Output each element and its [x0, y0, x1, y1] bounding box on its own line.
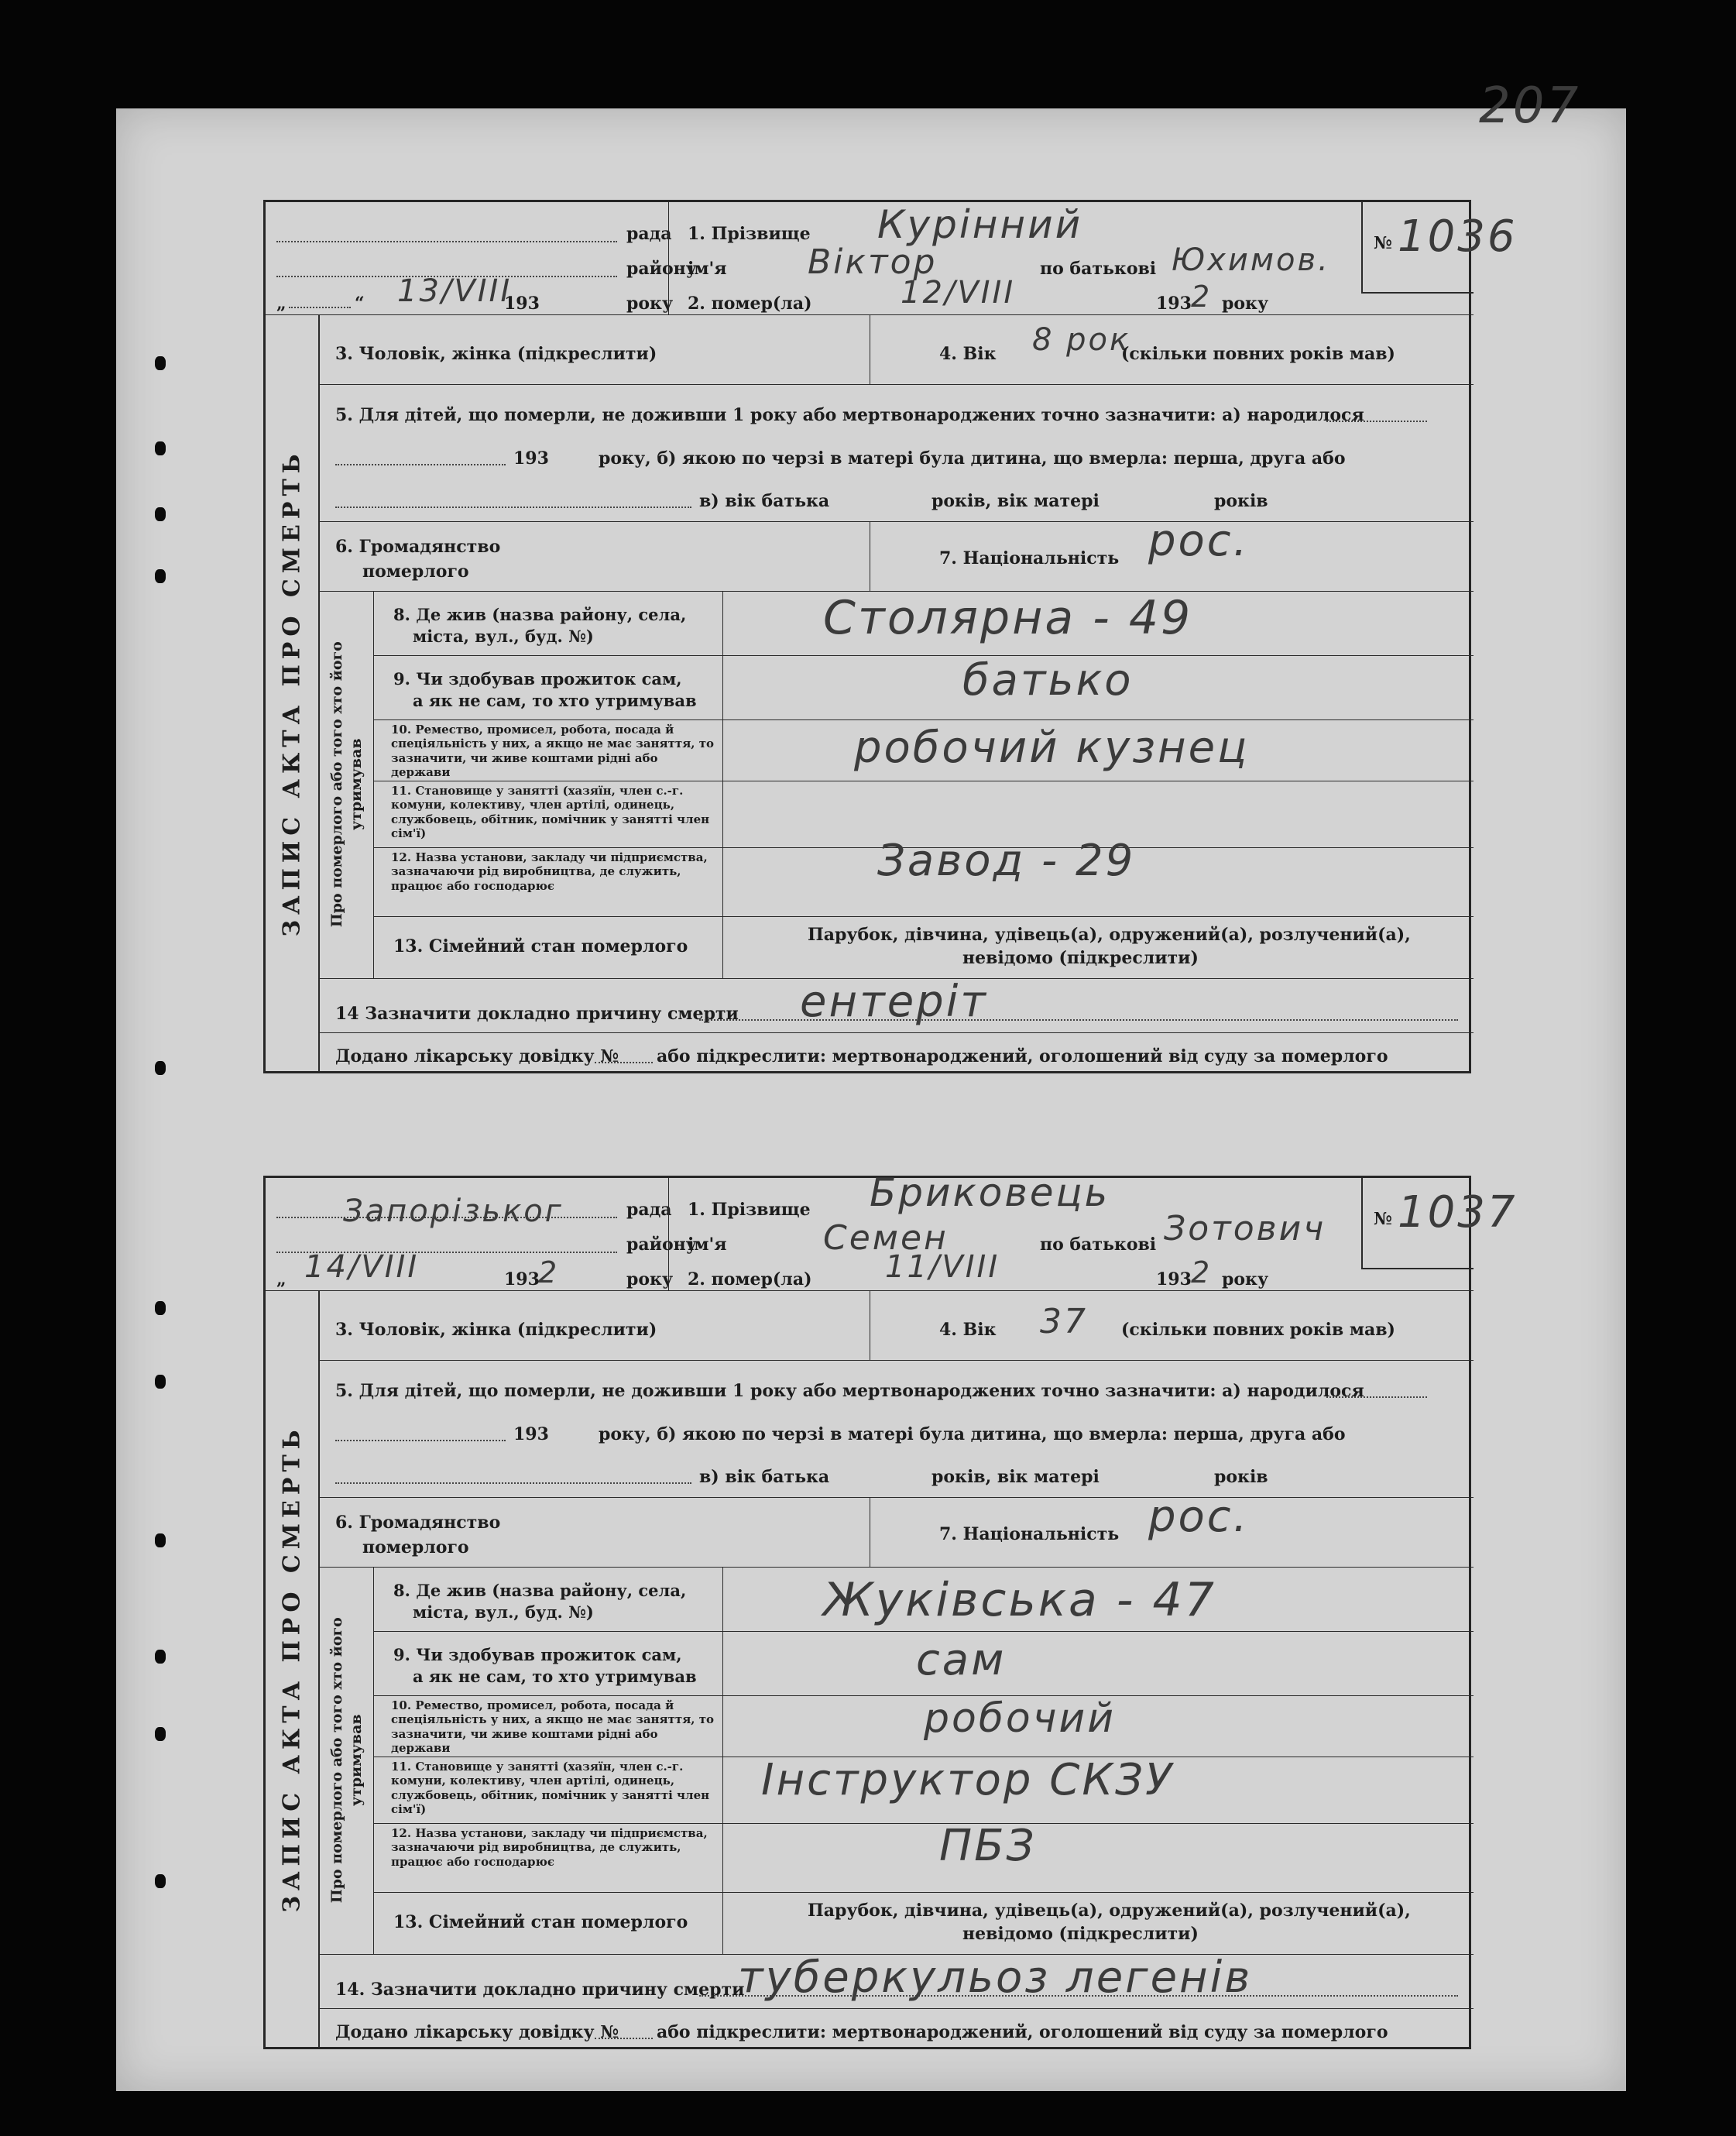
- raion-label: району: [626, 259, 697, 279]
- position-handwritten: Інструктор СКЗУ: [761, 1755, 1175, 1805]
- record-number-handwritten: 1037: [1398, 1187, 1518, 1238]
- nationality-handwritten: рос.: [1148, 516, 1250, 566]
- registration-date-handwritten: 14/VIII: [304, 1249, 420, 1285]
- field-9-label: 9. Чи здобував прожиток сам,: [393, 669, 682, 689]
- subsection-label: Про померлого або того хто його утримував: [320, 1567, 374, 1954]
- rada-handwritten: Запорізьког: [343, 1193, 564, 1229]
- record-number-box: № 1036: [1361, 202, 1474, 294]
- field-3-label: 3. Чоловік, жінка (підкреслити): [335, 344, 657, 364]
- field-14-label: 14 Зазначити докладно причину смерти: [335, 1004, 739, 1024]
- field-4-label: 4. Вік: [939, 344, 997, 364]
- patronymic-label: по батькові: [1040, 259, 1157, 279]
- rada-label: рада: [626, 224, 672, 244]
- sidebar-title: ЗАПИС АКТА ПРО СМЕРТЬ: [266, 314, 320, 1071]
- death-date-handwritten: 11/VIII: [885, 1249, 1000, 1285]
- cause-handwritten: ентеріт: [800, 977, 988, 1027]
- occupation-handwritten: робочий: [924, 1695, 1117, 1742]
- age-handwritten: 8 рок: [1032, 322, 1131, 358]
- field-5-line-2: року, б) якою по черзі в матері була дитина, що вмерла: перша, друга або: [599, 448, 1346, 469]
- residence-handwritten: Жуківська - 47: [823, 1573, 1216, 1627]
- name-handwritten: Віктор: [808, 242, 938, 282]
- roku-label: року: [1222, 294, 1269, 314]
- record-number-box: № 1037: [1361, 1178, 1474, 1269]
- field-11-label: 11. Становище у занятті (хазяїн, член с.-г. комуни, колективу, член артілі, одинець, службовець, обітник, помічник у занятті член сім'ї): [391, 784, 710, 840]
- occupation-handwritten: робочий кузнец: [854, 723, 1250, 773]
- field-8-label: 8. Де жив (назва району, села,: [393, 605, 687, 624]
- binding-hole: [155, 569, 166, 583]
- support-handwritten: сам: [916, 1635, 1007, 1685]
- registration-date-handwritten: 13/VIII: [397, 273, 513, 309]
- binding-hole: [155, 1061, 166, 1075]
- binding-hole: [155, 1874, 166, 1888]
- name-label: ім'я: [688, 259, 727, 279]
- nationality-handwritten: рос.: [1148, 1492, 1250, 1542]
- binding-hole: [155, 356, 166, 370]
- support-handwritten: батько: [962, 655, 1134, 706]
- field-6-label: 6. Громадянство: [335, 537, 501, 557]
- surname-handwritten: Курінний: [877, 202, 1083, 247]
- sidebar-title: ЗАПИС АКТА ПРО СМЕРТЬ: [266, 1290, 320, 2047]
- death-year-handwritten: 2: [1191, 280, 1213, 314]
- binding-hole: [155, 1533, 166, 1547]
- page-number: 207: [1479, 77, 1581, 135]
- death-record-form-2: Запорізьког рада району „ 14/VIII 193 2 року 1. Прізвище Бриковець ім'я Семен по батькові Зотович 2. помер(ла) 11/VIII 193 2 року № 1037 ЗАПИС АКТА ПРО СМЕРТЬ 3. Чоловік, жінка (підкреслити) 4. Вік 37 (скільки повних років мав) 5. Для дітей, що померли, не доживши 1 року або мертвонароджених точно зазначити: а) народилося 193 року, б) якою по черзі в матері була дитина, що вмерла: перша, друга або в) вік батька років, вік матері років 6. Громадянство померлого 7. Національність рос. Про померлого або того хто його утримував 8. Де жив (назва району, села, міста, вул., буд. №) Жуківська - 47 9. Чи здобував прожиток сам, а як не сам, то хто утримував сам 10. Ремество, промисел, робота, посада й спеціяльність у них, а якщо не має заняття, то зазначити, чи живе коштами рідні або держави робочий 11. Становище у занятті (хазяїн, член с.-г. комуни, колективу, член артілі, одинець, службовець, обітник, помічник у занятті член сім'ї) Інструктор СКЗУ 12. Назва установи, закладу чи підприємства, зазначаючи рід виробництва, де служить, працює або господарює ПБЗ 13. Сімейний стан померлого Парубок, дівчина, удівець(а), одружений(а), розлучений(а), невідомо (підкреслити) 14. Зазначити докладно причину смерти туберкульоз легенів Додано лікарську довідку № або підкреслити: мертвонароджений, оголошений від суду за померлого: [263, 1176, 1471, 2049]
- field-13-label: 13. Сімейний стан померлого: [393, 936, 688, 956]
- name-handwritten: Семен: [823, 1218, 949, 1258]
- binding-hole: [155, 507, 166, 521]
- field-5-line-1: 5. Для дітей, що померли, не доживши 1 року або мертвонароджених точно зазначити: а) народилося: [335, 405, 1364, 425]
- marital-options: Парубок, дівчина, удівець(а), одружений(а), розлучений(а),: [808, 925, 1411, 945]
- binding-hole: [155, 1301, 166, 1315]
- record-number-handwritten: 1036: [1398, 211, 1518, 262]
- patronymic-handwritten: Юхимов.: [1172, 242, 1330, 278]
- binding-hole: [155, 1375, 166, 1389]
- death-date-handwritten: 12/VIII: [901, 275, 1016, 311]
- field-12-label: 12. Назва установи, закладу чи підприємства, зазначаючи рід виробництва, де служить, працює або господарює: [391, 850, 708, 893]
- binding-hole: [155, 1650, 166, 1664]
- binding-hole: [155, 1727, 166, 1741]
- appendix-label: Додано лікарську довідку №: [335, 1046, 619, 1066]
- residence-handwritten: Столярна - 49: [823, 591, 1193, 645]
- death-year: 193: [1156, 294, 1192, 314]
- age-handwritten: 37: [1040, 1302, 1088, 1341]
- surname-label: 1. Прізвище: [688, 224, 811, 244]
- cause-handwritten: туберкульоз легенів: [738, 1952, 1253, 2003]
- roku-label: року: [626, 294, 674, 314]
- institution-handwritten: ПБЗ: [939, 1821, 1037, 1871]
- patronymic-handwritten: Зотович: [1164, 1209, 1326, 1248]
- binding-hole: [155, 441, 166, 455]
- subsection-label: Про померлого або того хто його утримував: [320, 591, 374, 978]
- died-label: 2. помер(ла): [688, 294, 812, 314]
- death-record-form-1: рада району „ “ 13/VIII 193 року 1. Прізвище Курінний ім'я Віктор по батькові Юхимов. 2. помер(ла) 12/VIII 193 2 року № 1036 ЗАПИС АКТА ПРО СМЕРТЬ 3. Чоловік, жінка (підкреслити) 4. Вік 8 рок (скільки повних років мав) 5. Для дітей, що померли, не доживши 1 року або мертвонароджених точно зазначити: а) народилося 193 року, б) якою по черзі в матері була дитина, що вмерла: перша, друга або в) вік батька років, вік матері років 6. Громадянство померлого 7. Національність рос. Про померлого або того хто його утримував 8. Де жив (назва району, села, міста, вул., буд. №) Столярна - 49 9. Чи здобував прожиток сам, а як не сам, то хто утримував батько 10. Ремество, промисел, робота, посада й спеціяльність у них, а якщо не має заняття, то зазначити, чи живе коштами рідні або держави робочий кузнец 11. Становище у занятті (хазяїн, член с.-г. комуни, колективу, член артілі, одинець, службовець, обітник, помічник у занятті член сім'ї) 12. Назва установи, закладу чи підприємства, зазначаючи рід виробництва, де служить, працює або господарює Завод - 29 13. Сімейний стан померлого Парубок, дівчина, удівець(а), одружений(а), розлучений(а), невідомо (підкреслити) 14 Зазначити докладно причину смерти ентеріт Додано лікарську довідку № або підкреслити: мертвонароджений, оголошений від суду за померлого: [263, 200, 1471, 1073]
- institution-handwritten: Завод - 29: [877, 836, 1136, 886]
- registration-year: 193: [504, 294, 540, 314]
- field-7-label: 7. Національність: [939, 548, 1120, 568]
- document-page: [116, 77, 1626, 2091]
- surname-handwritten: Бриковець: [870, 1170, 1110, 1215]
- field-10-label: 10. Ремество, промисел, робота, посада й спеціяльність у них, а якщо не має заняття, то зазначити, чи живе коштами рідні або держави: [391, 723, 715, 779]
